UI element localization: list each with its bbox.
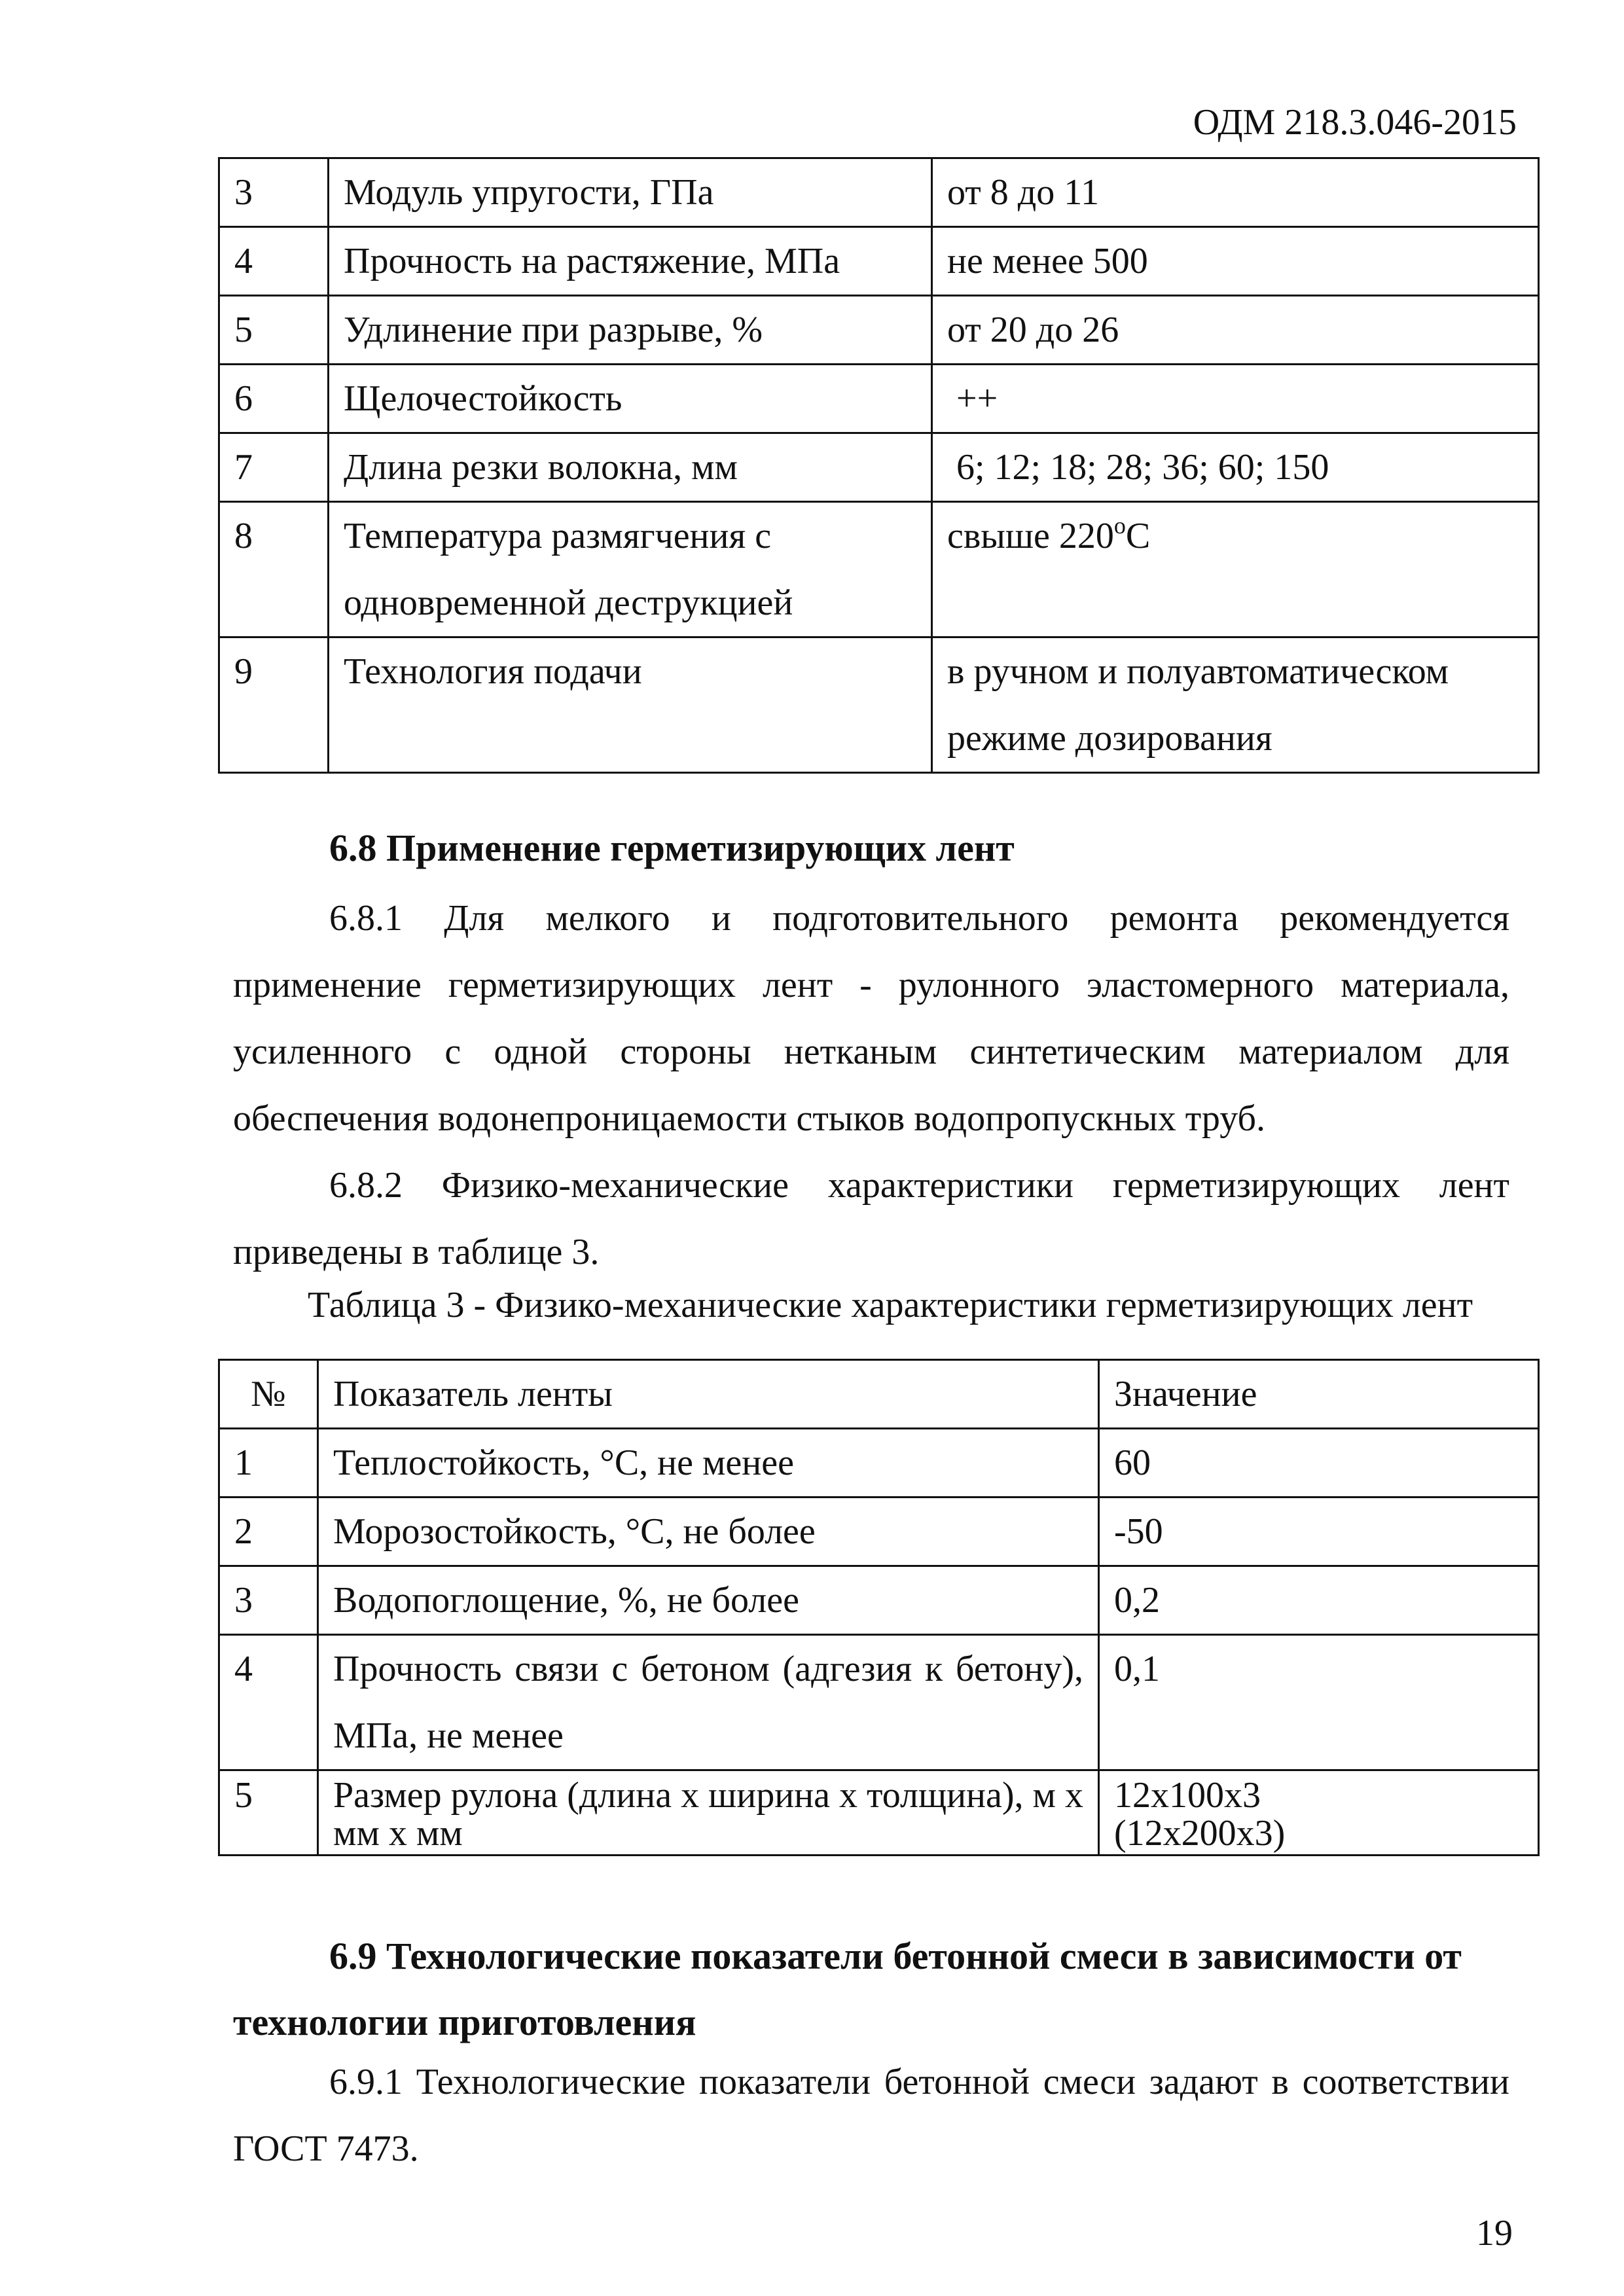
row-value: 6; 12; 18; 28; 36; 60; 150 (932, 433, 1539, 502)
row-value: ++ (932, 365, 1539, 433)
section-heading-6-8: 6.8 Применение герметизирующих лент (329, 827, 1015, 869)
document-code: ОДМ 218.3.046-2015 (1193, 102, 1517, 143)
row-number: 5 (219, 1770, 318, 1856)
header-value: Значение (1099, 1360, 1539, 1429)
row-value: 0,2 (1099, 1566, 1539, 1635)
row-value: от 8 до 11 (932, 158, 1539, 227)
row-value: -50 (1099, 1498, 1539, 1566)
row-name: Щелочестойкость (329, 365, 932, 433)
properties-table-continued (218, 157, 1540, 774)
row-value (932, 502, 1539, 637)
row-number: 6 (219, 365, 329, 433)
paragraph-6-9-1: 6.9.1 Технологические показатели бетонной смеси задают в соответствии ГОСТ 7473. (233, 2062, 1509, 2169)
table-row (219, 433, 1539, 502)
row-number: 3 (219, 158, 329, 227)
row-value (1099, 1770, 1539, 1856)
row-number: 5 (219, 296, 329, 365)
header-number: № (219, 1360, 318, 1429)
degree-superscript: о (1113, 512, 1126, 539)
row-name: Водопоглощение, %, не более (318, 1566, 1099, 1635)
page-number: 19 (1476, 2213, 1513, 2253)
row-number: 8 (219, 502, 329, 637)
section-heading-6-9-line1: 6.9 Технологические показатели бетонной смеси в зависимости от (329, 1935, 1462, 1977)
row-name: Длина резки волокна, мм (329, 433, 932, 502)
row-name: Размер рулона (длина х ширина х толщина), м х мм х мм (318, 1770, 1099, 1856)
table-row (219, 1498, 1539, 1566)
row-name: Удлинение при разрыве, % (329, 296, 932, 365)
row-value: от 20 до 26 (932, 296, 1539, 365)
row-name: Прочность на растяжение, МПа (329, 227, 932, 296)
value-unit: С (1125, 516, 1151, 556)
row-name: Прочность связи с бетоном (адгезия к бетону), МПа, не менее (318, 1635, 1099, 1770)
value-line: 12х100х3 (1114, 1775, 1261, 1816)
table-caption: Таблица 3 - Физико-механические характеристики герметизирующих лент (308, 1285, 1473, 1325)
row-value: не менее 500 (932, 227, 1539, 296)
row-number: 4 (219, 1635, 318, 1770)
row-number: 9 (219, 637, 329, 773)
row-value: 0,1 (1099, 1635, 1539, 1770)
table-row (219, 637, 1539, 773)
table-row (219, 1566, 1539, 1635)
table-row (219, 1770, 1539, 1856)
row-number: 1 (219, 1429, 318, 1498)
table-row (219, 502, 1539, 637)
table-row (219, 1429, 1539, 1498)
value-main: свыше 220 (947, 516, 1114, 556)
table-header-row (219, 1360, 1539, 1429)
table-row (219, 296, 1539, 365)
row-number: 3 (219, 1566, 318, 1635)
paragraph-6-8-1: 6.8.1 Для мелкого и подготовительного ремонта рекомендуется применение герметизирующих лент - рулонного эластомерного материала, усиленного с одной стороны нетканым синтетическим материалом для обеспечения водонепроницаемости стыков водопропускных труб. (233, 898, 1509, 1139)
row-name: Модуль упругости, ГПа (329, 158, 932, 227)
row-name: Температура размягчения с одновременной деструкцией (329, 502, 932, 637)
table-3 (218, 1359, 1540, 1856)
value-line: (12х200х3) (1114, 1813, 1286, 1854)
row-number: 2 (219, 1498, 318, 1566)
row-number: 4 (219, 227, 329, 296)
table-row (219, 1635, 1539, 1770)
row-name: Теплостойкость, °С, не менее (318, 1429, 1099, 1498)
table-row (219, 227, 1539, 296)
row-name: Технология подачи (329, 637, 932, 773)
section-heading-6-9-line2: технологии приготовления (233, 2001, 696, 2043)
table-row (219, 158, 1539, 227)
row-value: в ручном и полуавтоматическом режиме дозирования (932, 637, 1539, 773)
paragraph-6-8-2: 6.8.2 Физико-механические характеристики герметизирующих лент приведены в таблице 3. (233, 1165, 1509, 1272)
header-indicator: Показатель ленты (318, 1360, 1099, 1429)
row-number: 7 (219, 433, 329, 502)
row-value: 60 (1099, 1429, 1539, 1498)
row-name: Морозостойкость, °С, не более (318, 1498, 1099, 1566)
table-row (219, 365, 1539, 433)
